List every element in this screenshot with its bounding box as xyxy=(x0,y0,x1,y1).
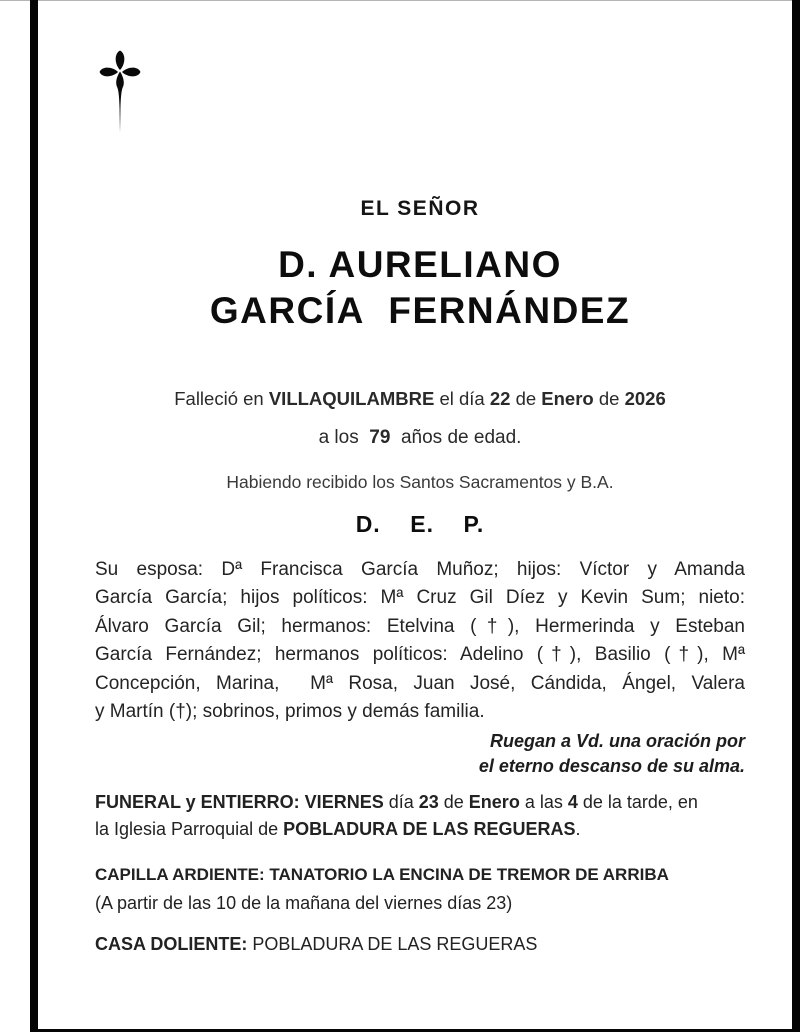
death-place: VILLAQUILAMBRE xyxy=(268,388,435,409)
age-post: años de edad. xyxy=(390,427,522,448)
funeral-church: la Iglesia Parroquial de xyxy=(95,819,284,839)
right-mourning-bar xyxy=(792,0,800,1032)
prayer-note xyxy=(95,729,745,779)
funeral-t2: de xyxy=(438,792,469,812)
funeral-hour: 4 xyxy=(567,792,578,812)
prayer-line1: Ruegan a Vd. una oración por xyxy=(489,731,745,751)
wake-line1 xyxy=(95,861,745,889)
age-line xyxy=(95,427,745,449)
death-year: 2026 xyxy=(624,388,666,409)
funeral-line1 xyxy=(95,789,745,816)
family-line: García Fernández; hermanos políticos: Adelino (†), Basilio (†), Mª xyxy=(95,644,745,666)
honorific-label: EL SEÑOR xyxy=(360,197,480,220)
funeral-info xyxy=(95,789,745,843)
death-month: Enero xyxy=(541,388,594,409)
death-mid3: de xyxy=(593,388,625,409)
mourning-home-info xyxy=(95,934,745,955)
death-mid2: de xyxy=(510,388,542,409)
family-line: García García; hijos políticos: Mª Cruz Gil Díez y Kevin Sum; nieto: xyxy=(95,587,745,609)
funeral-line2 xyxy=(95,816,745,843)
sacraments-line: Habiendo recibido los Santos Sacramentos y B.A. xyxy=(226,472,614,492)
mourning-home-label: CASA DOLIENTE: xyxy=(95,934,248,954)
wake-info xyxy=(95,861,745,917)
funeral-title: FUNERAL y ENTIERRO: VIERNES xyxy=(95,792,384,812)
cross-icon xyxy=(98,46,142,134)
wake-line2: (A partir de las 10 de la mañana del viernes días 23) xyxy=(95,893,513,913)
deceased-name-line1: D. AURELIANO xyxy=(278,244,562,285)
deceased-name-line2: GARCÍA FERNÁNDEZ xyxy=(209,290,631,331)
family-paragraph xyxy=(95,556,745,726)
wake-title: CAPILLA ARDIENTE: TANATORIO LA ENCINA DE TREMOR DE ARRIBA xyxy=(95,865,669,884)
funeral-t1: día xyxy=(383,792,419,812)
prayer-line2: el eterno descanso de su alma. xyxy=(478,756,745,776)
deceased-name xyxy=(95,242,745,334)
family-line: Álvaro García Gil; hermanos: Etelvina (†), Hermerinda y Esteban xyxy=(95,615,745,637)
left-mourning-bar xyxy=(30,0,38,1032)
top-border xyxy=(0,0,800,1)
death-pre: Falleció en xyxy=(174,388,269,409)
death-info-line xyxy=(95,388,745,410)
funeral-month: Enero xyxy=(468,792,520,812)
funeral-place: POBLADURA DE LAS REGUERAS xyxy=(283,819,576,839)
dep-abbreviation: D. E. P. xyxy=(355,511,485,537)
funeral-t3: a las xyxy=(519,792,568,812)
family-line: y Martín (†); sobrinos, primos y demás familia. xyxy=(95,701,485,723)
age-pre: a los xyxy=(318,427,370,448)
family-line: Concepción, Marina, Mª Rosa, Juan José, Cándida, Ángel, Valera xyxy=(95,672,745,694)
funeral-end: . xyxy=(575,819,581,839)
mourning-home-value: POBLADURA DE LAS REGUERAS xyxy=(247,934,538,954)
age-value: 79 xyxy=(369,427,391,448)
family-line: Su esposa: Dª Francisca García Muñoz; hijos: Víctor y Amanda xyxy=(95,559,745,580)
funeral-t4: de la tarde, en xyxy=(577,792,698,812)
funeral-day: 23 xyxy=(418,792,439,812)
death-day: 22 xyxy=(489,388,511,409)
death-mid1: el día xyxy=(434,388,490,409)
